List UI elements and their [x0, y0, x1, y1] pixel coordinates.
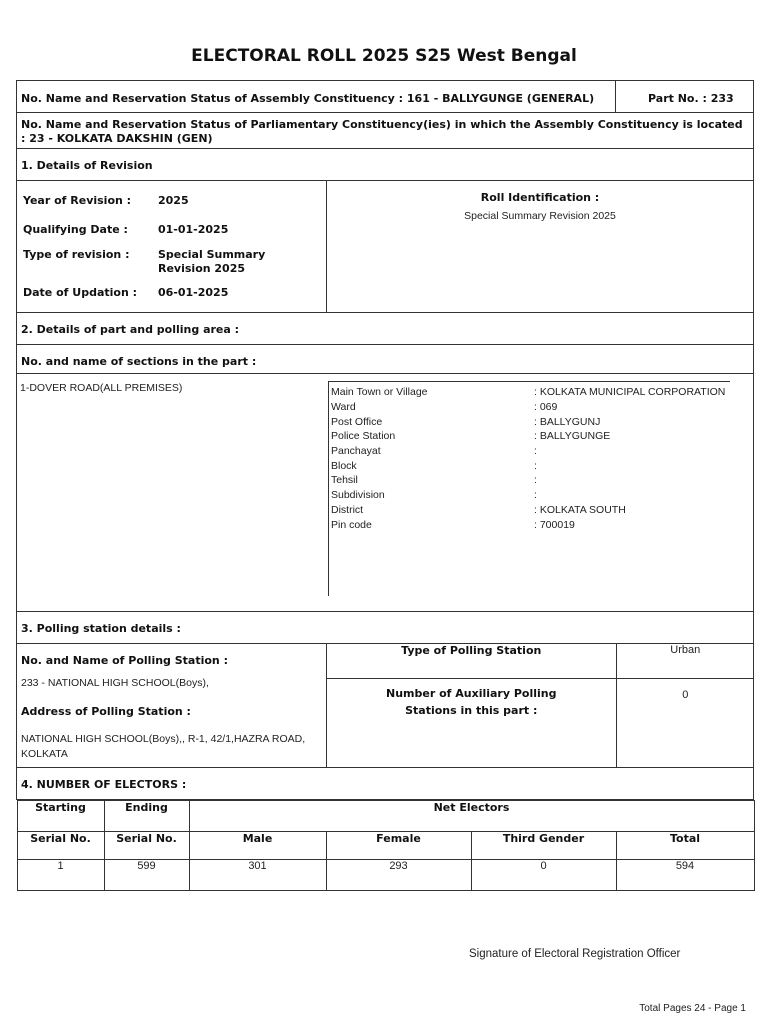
roll-id-label: Roll Identification : — [480, 191, 600, 204]
page-count: Total Pages 24 - Page 1 — [639, 1003, 746, 1014]
year-value: 2025 — [158, 194, 189, 207]
electors-table — [17, 800, 755, 891]
electors-heading: 4. NUMBER OF ELECTORS : — [17, 768, 754, 800]
part-number: Part No. : 233 — [616, 81, 754, 113]
polling-station-heading: 3. Polling station details : — [17, 612, 754, 644]
polling-area-heading: 2. Details of part and polling area : — [17, 313, 754, 345]
revision-heading: 1. Details of Revision — [17, 149, 754, 181]
roll-id-value: Special Summary Revision 2025 — [464, 210, 616, 222]
admin-row: Tehsil : — [331, 474, 537, 487]
admin-row: Subdivision : — [331, 489, 537, 502]
updation-date-label: Date of Updation : — [23, 286, 138, 299]
electoral-roll-form — [16, 80, 754, 891]
year-label: Year of Revision : — [23, 194, 132, 207]
header-starting-serial: Serial No. — [17, 832, 104, 860]
admin-row: Panchayat : — [331, 445, 537, 458]
polling-area-details — [17, 345, 754, 612]
total-value: 594 — [616, 860, 754, 891]
header-starting: Starting — [17, 801, 104, 832]
qualifying-date-value: 01-01-2025 — [158, 223, 229, 236]
header-female: Female — [326, 832, 471, 860]
station-address-value: NATIONAL HIGH SCHOOL(Boys),, R-1, 42/1,HAZRA ROAD, KOLKATA — [21, 733, 306, 760]
admin-row: District : KOLKATA SOUTH — [331, 503, 626, 516]
ending-serial-value: 599 — [104, 860, 189, 891]
header-ending: Ending — [104, 801, 189, 832]
admin-left-rule — [328, 381, 329, 596]
electors-table-wrap — [17, 800, 754, 892]
station-type-label: Type of Polling Station — [327, 644, 616, 678]
aux-stations-label: Number of Auxiliary Polling Stations in this part : — [327, 678, 616, 767]
parliamentary-constituency: No. Name and Reservation Status of Parliamentary Constituency(ies) in which the Assembly Constituency is located : 23 - KOLKATA DAKSHIN (GEN) — [17, 113, 754, 149]
admin-row: Ward : 069 — [331, 401, 558, 414]
page-title: ELECTORAL ROLL 2025 S25 West Bengal — [191, 46, 577, 66]
section-item: 1-DOVER ROAD(ALL PREMISES) — [20, 382, 183, 394]
station-type-value: Urban — [616, 644, 754, 678]
aux-stations-value: 0 — [616, 678, 754, 767]
revision-type-label: Type of revision : — [23, 248, 130, 261]
admin-row: Police Station : BALLYGUNGE — [331, 430, 611, 443]
admin-row: Post Office : BALLYGUNJ — [331, 415, 601, 428]
admin-row: Pin code : 700019 — [331, 518, 575, 531]
station-address-label: Address of Polling Station : — [21, 705, 191, 718]
header-male: Male — [189, 832, 326, 860]
third-gender-value: 0 — [471, 860, 616, 891]
polling-station-type-block — [327, 644, 754, 768]
admin-top-rule — [328, 381, 730, 382]
roll-identification — [327, 181, 754, 313]
male-value: 301 — [189, 860, 326, 891]
assembly-constituency: No. Name and Reservation Status of Assembly Constituency : 161 - BALLYGUNGE (GENERAL) — [17, 81, 616, 113]
revision-type-value: Special Summary Revision 2025 — [158, 248, 266, 275]
header-third-gender: Third Gender — [471, 832, 616, 860]
table-row — [17, 860, 754, 891]
header-ending-serial: Serial No. — [104, 832, 189, 860]
admin-row: Main Town or Village : KOLKATA MUNICIPAL CORPORATION — [331, 386, 726, 399]
polling-station-info — [17, 644, 327, 768]
header-total: Total — [616, 832, 754, 860]
station-name-label: No. and Name of Polling Station : — [21, 654, 228, 667]
station-name-value: 233 - NATIONAL HIGH SCHOOL(Boys), — [21, 677, 209, 689]
starting-serial-value: 1 — [17, 860, 104, 891]
signature-label: Signature of Electoral Registration Officer — [469, 948, 681, 960]
female-value: 293 — [326, 860, 471, 891]
header-net-electors: Net Electors — [189, 801, 754, 832]
sections-heading: No. and name of sections in the part : — [17, 345, 753, 374]
revision-details — [17, 181, 327, 313]
admin-area-list — [331, 385, 731, 532]
qualifying-date-label: Qualifying Date : — [23, 223, 128, 236]
admin-row: Block : — [331, 459, 537, 472]
updation-date-value: 06-01-2025 — [158, 286, 229, 299]
